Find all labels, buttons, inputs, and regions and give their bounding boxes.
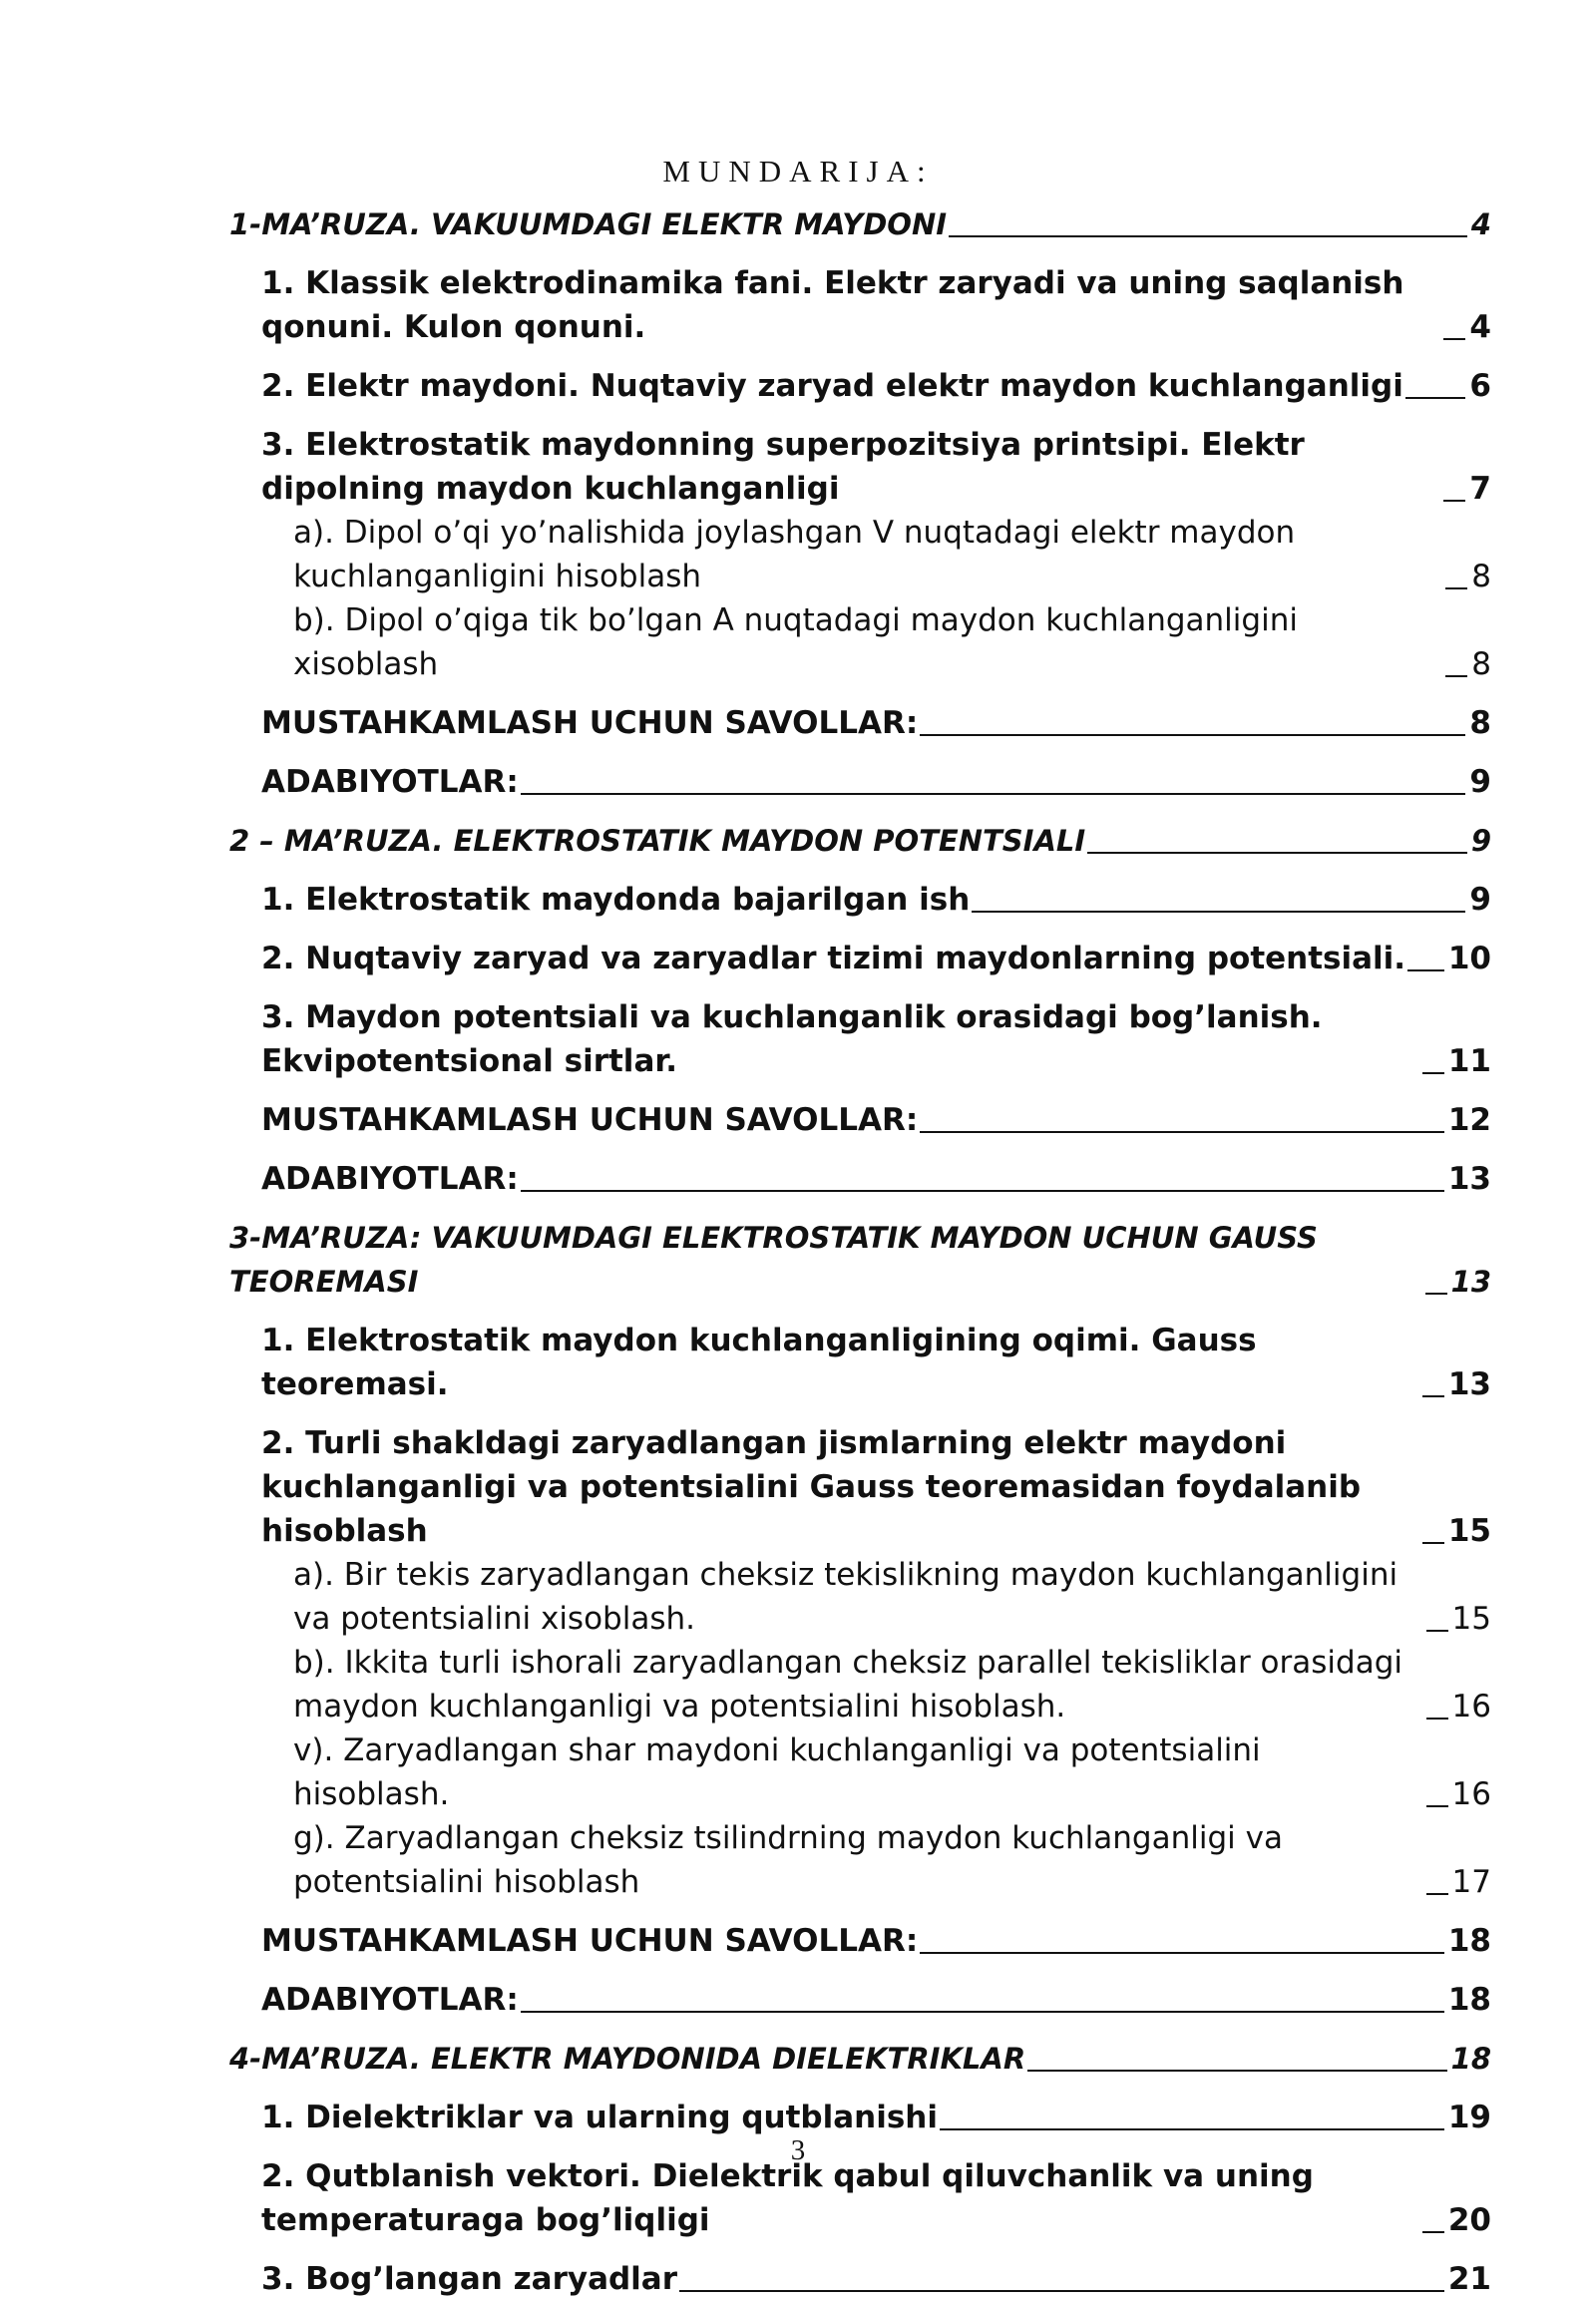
toc-section[interactable] <box>229 760 1491 804</box>
toc-subsection[interactable] <box>229 1816 1491 1904</box>
toc-page-number: 7 <box>1469 471 1491 507</box>
toc-page-number: 8 <box>1469 705 1491 741</box>
toc-leader-line <box>972 911 1465 913</box>
toc-leader-line <box>1425 1293 1447 1295</box>
toc-section[interactable] <box>229 1421 1491 1553</box>
toc-entry-text: 2. Turli shakldagi zaryadlangan jismlarning elektr maydoni kuchlanganligi va potentsialini Gauss teoremasidan foydalanib hisoblash <box>261 1425 1362 1549</box>
toc-leader-line <box>1087 852 1467 854</box>
toc-leader-line <box>1443 500 1465 502</box>
toc-page-number: 11 <box>1447 1043 1491 1079</box>
table-of-contents <box>229 202 1491 2301</box>
toc-page-number: 4 <box>1470 207 1491 241</box>
toc-section[interactable] <box>229 2257 1491 2301</box>
toc-entry-text: 2. Nuqtaviy zaryad va zaryadlar tizimi maydonlarning potentsiali. <box>261 941 1406 976</box>
toc-page-number: 10 <box>1447 941 1491 976</box>
toc-subsection[interactable] <box>229 1728 1491 1816</box>
toc-page-number: 13 <box>1447 1161 1491 1197</box>
toc-leader-line <box>1422 1072 1444 1074</box>
toc-section[interactable] <box>229 1978 1491 2022</box>
toc-section[interactable] <box>229 701 1491 745</box>
toc-section[interactable] <box>229 937 1491 980</box>
toc-leader-line <box>920 734 1465 736</box>
toc-entry-text: MUSTAHKAMLASH UCHUN SAVOLLAR: <box>261 1102 919 1138</box>
toc-leader-line <box>1422 1395 1444 1397</box>
toc-leader-line <box>521 1190 1444 1192</box>
toc-section[interactable] <box>229 2096 1491 2139</box>
toc-leader-line <box>1422 2231 1444 2233</box>
toc-page-number: 12 <box>1447 1102 1491 1138</box>
toc-chapter[interactable] <box>229 819 1491 863</box>
toc-entry-text: 2. Qutblanish vektori. Dielektrik qabul qiluvchanlik va uning temperaturaga bog’liqligi <box>261 2158 1314 2238</box>
toc-page-number: 15 <box>1447 1513 1491 1549</box>
toc-entry-text: MUSTAHKAMLASH UCHUN SAVOLLAR: <box>261 1923 919 1959</box>
toc-page-number: 16 <box>1451 1689 1491 1725</box>
toc-page-number: 4 <box>1469 309 1491 345</box>
toc-entry-text: 1. Elektrostatik maydonda bajarilgan ish <box>261 882 971 918</box>
toc-page-number: 18 <box>1447 1923 1491 1959</box>
toc-section[interactable] <box>229 878 1491 922</box>
toc-section[interactable] <box>229 2154 1491 2242</box>
toc-page-number: 17 <box>1451 1864 1491 1900</box>
toc-page-number: 18 <box>1447 1982 1491 2018</box>
toc-leader-line <box>1407 969 1444 971</box>
toc-chapter[interactable] <box>229 2037 1491 2081</box>
toc-section[interactable] <box>229 1157 1491 1201</box>
toc-leader-line <box>1445 587 1467 589</box>
toc-entry-text: 1-MA’RUZA. VAKUUMDAGI ELEKTR MAYDONI <box>229 207 948 241</box>
toc-section[interactable] <box>229 364 1491 408</box>
toc-page-number: 16 <box>1451 1776 1491 1812</box>
toc-page-number: 8 <box>1471 559 1491 594</box>
toc-section[interactable] <box>229 1319 1491 1406</box>
toc-page-number: 13 <box>1447 1366 1491 1402</box>
toc-entry-text: 3. Maydon potentsiali va kuchlanganlik orasidagi bog’lanish. Ekvipotentsional sirtlar. <box>261 999 1323 1079</box>
toc-page-number: 18 <box>1450 2042 1491 2076</box>
toc-entry-text: 3. Bog’langan zaryadlar <box>261 2261 678 2297</box>
toc-entry-text: b). Ikkita turli ishorali zaryadlangan cheksiz parallel tekisliklar orasidagi maydon kuchlanganligi va potentsialini hisoblash. <box>293 1645 1402 1725</box>
toc-entry-text: 4-MA’RUZA. ELEKTR MAYDONIDA DIELEKTRIKLAR <box>229 2042 1026 2076</box>
toc-title: MUNDARIJA: <box>662 154 934 189</box>
page-number: 3 <box>790 2134 806 2166</box>
toc-entry-text: ADABIYOTLAR: <box>261 764 519 800</box>
toc-entry-text: 3-MA’RUZA: VAKUUMDAGI ELEKTROSTATIK MAYDON UCHUN GAUSS TEOREMASI <box>229 1221 1318 1299</box>
toc-leader-line <box>1405 397 1466 399</box>
toc-entry-text: 2. Elektr maydoni. Nuqtaviy zaryad elektr maydon kuchlanganligi <box>261 368 1403 404</box>
toc-leader-line <box>1445 675 1467 677</box>
toc-leader-line <box>1027 2070 1446 2072</box>
toc-page-number: 9 <box>1469 764 1491 800</box>
toc-entry-text: b). Dipol o’qiga tik bo’lgan A nuqtadagi maydon kuchlanganligini xisoblash <box>293 602 1298 682</box>
toc-entry-text: ADABIYOTLAR: <box>261 1982 519 2018</box>
toc-chapter[interactable] <box>229 202 1491 246</box>
toc-entry-text: 1. Elektrostatik maydon kuchlanganligining oqimi. Gauss teoremasi. <box>261 1323 1257 1402</box>
toc-leader-line <box>1426 1805 1448 1807</box>
toc-page-number: 6 <box>1469 368 1491 404</box>
toc-entry-text: MUSTAHKAMLASH UCHUN SAVOLLAR: <box>261 705 919 741</box>
toc-section[interactable] <box>229 1919 1491 1963</box>
toc-page-number: 8 <box>1471 646 1491 682</box>
toc-entry-text: a). Bir tekis zaryadlangan cheksiz tekislikning maydon kuchlanganligini va potentsialini xisoblash. <box>293 1557 1398 1637</box>
toc-leader-line <box>1443 338 1465 340</box>
toc-entry-text: 3. Elektrostatik maydonning superpozitsiya printsipi. Elektr dipolning maydon kuchlanganligi <box>261 427 1305 507</box>
toc-section[interactable] <box>229 423 1491 511</box>
toc-section[interactable] <box>229 1098 1491 1142</box>
toc-entry-text: v). Zaryadlangan shar maydoni kuchlanganligi va potentsialini hisoblash. <box>293 1732 1261 1812</box>
toc-subsection[interactable] <box>229 511 1491 598</box>
toc-subsection[interactable] <box>229 598 1491 686</box>
toc-page-number: 9 <box>1470 824 1491 858</box>
toc-leader-line <box>521 2011 1444 2013</box>
toc-leader-line <box>1426 1893 1448 1895</box>
toc-entry-text: 1. Dielektriklar va ularning qutblanishi <box>261 2100 938 2135</box>
toc-leader-line <box>920 1131 1444 1133</box>
toc-page-number: 13 <box>1450 1265 1491 1299</box>
toc-entry-text: 1. Klassik elektrodinamika fani. Elektr zaryadi va uning saqlanish qonuni. Kulon qonuni. <box>261 265 1404 345</box>
toc-leader-line <box>1426 1718 1448 1720</box>
toc-leader-line <box>679 2290 1444 2292</box>
toc-leader-line <box>521 793 1466 795</box>
toc-page-number: 20 <box>1447 2202 1491 2238</box>
toc-leader-line <box>920 1952 1444 1954</box>
toc-entry-text: a). Dipol o’qi yo’nalishida joylashgan V nuqtadagi elektr maydon kuchlanganligini hisoblash <box>293 515 1296 594</box>
toc-leader-line <box>940 2128 1444 2130</box>
toc-entry-text: ADABIYOTLAR: <box>261 1161 519 1197</box>
toc-entry-text: g). Zaryadlangan cheksiz tsilindrning maydon kuchlanganligi va potentsialini hisoblash <box>293 1820 1283 1900</box>
toc-page-number: 9 <box>1469 882 1491 918</box>
toc-subsection[interactable] <box>229 1553 1491 1641</box>
toc-page-number: 21 <box>1447 2261 1491 2297</box>
toc-subsection[interactable] <box>229 1641 1491 1728</box>
toc-leader-line <box>949 235 1467 237</box>
toc-page-number: 19 <box>1447 2100 1491 2135</box>
toc-chapter[interactable] <box>229 1216 1491 1304</box>
toc-leader-line <box>1422 1542 1444 1544</box>
toc-section[interactable] <box>229 995 1491 1083</box>
toc-leader-line <box>1426 1630 1448 1632</box>
toc-page-number: 15 <box>1451 1601 1491 1637</box>
toc-entry-text: 2 – MA’RUZA. ELEKTROSTATIK MAYDON POTENTSIALI <box>229 824 1086 858</box>
toc-section[interactable] <box>229 261 1491 349</box>
